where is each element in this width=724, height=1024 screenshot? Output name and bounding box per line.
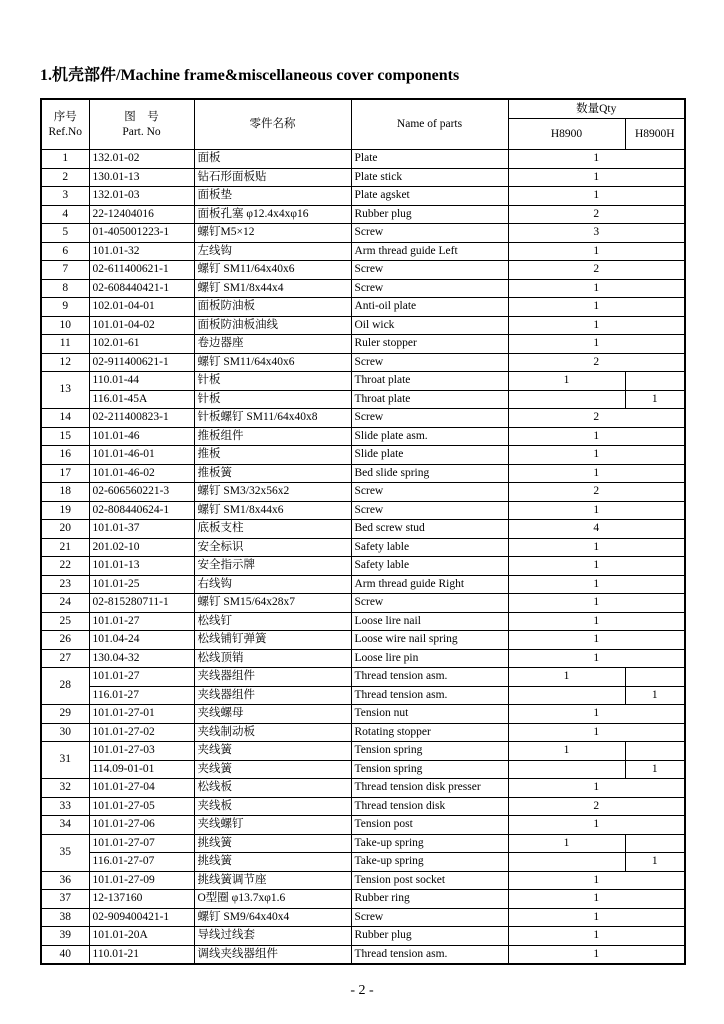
table-row — [41, 557, 685, 576]
qty-cell: 1 — [508, 612, 685, 631]
table-row — [41, 908, 685, 927]
ref-no-cell: 7 — [41, 261, 89, 280]
table-row — [41, 427, 685, 446]
part-name-en-cell: Loose lire nail — [351, 612, 508, 631]
part-name-en-cell: Screw — [351, 261, 508, 280]
ref-no-cell: 30 — [41, 723, 89, 742]
part-name-cn-cell: 挑线簧 — [194, 834, 351, 853]
table-row — [41, 316, 685, 335]
table-row — [41, 446, 685, 465]
part-name-en-cell: Bed screw stud — [351, 520, 508, 539]
qty-cell: 2 — [508, 205, 685, 224]
part-no-cell: 101.01-13 — [89, 557, 194, 576]
part-name-en-cell: Plate — [351, 150, 508, 169]
part-no-cell: 114.09-01-01 — [89, 760, 194, 779]
part-no-cell: 201.02-10 — [89, 538, 194, 557]
part-no-cell: 110.01-21 — [89, 945, 194, 964]
ref-no-cell: 15 — [41, 427, 89, 446]
qty-cell: 1 — [508, 501, 685, 520]
table-row — [41, 464, 685, 483]
part-name-cn-cell: 面板孔塞 φ12.4x4xφ16 — [194, 205, 351, 224]
part-no-cell: 101.01-27 — [89, 668, 194, 687]
header-ref-no — [41, 99, 89, 150]
part-name-en-cell: Rubber ring — [351, 890, 508, 909]
table-row — [41, 168, 685, 187]
table-row — [41, 927, 685, 946]
part-no-cell: 130.01-13 — [89, 168, 194, 187]
part-no-cell: 101.01-27-04 — [89, 779, 194, 798]
qty-cell: 1 — [508, 594, 685, 613]
part-name-en-cell: Safety lable — [351, 557, 508, 576]
part-name-cn-cell: 推板组件 — [194, 427, 351, 446]
part-name-en-cell: Rubber plug — [351, 205, 508, 224]
part-no-cell: 101.01-27-05 — [89, 797, 194, 816]
ref-no-cell: 9 — [41, 298, 89, 317]
part-name-en-cell: Thread tension asm. — [351, 668, 508, 687]
header-ref-cn: 序号 — [53, 110, 77, 123]
part-no-cell: 101.01-27-03 — [89, 742, 194, 761]
qty-h8900-cell: 1 — [508, 742, 625, 761]
qty-cell: 1 — [508, 649, 685, 668]
part-name-cn-cell: 夹线簧 — [194, 742, 351, 761]
ref-no-cell: 22 — [41, 557, 89, 576]
part-name-cn-cell: 挑线簧 — [194, 853, 351, 872]
part-name-cn-cell: 钻石形面板贴 — [194, 168, 351, 187]
part-name-cn-cell: 推板 — [194, 446, 351, 465]
part-name-en-cell: Anti-oil plate — [351, 298, 508, 317]
part-name-en-cell: Plate agsket — [351, 187, 508, 206]
part-name-en-cell: Ruler stopper — [351, 335, 508, 354]
part-name-cn-cell: 导线过线套 — [194, 927, 351, 946]
table-body — [41, 150, 685, 965]
ref-no-cell: 37 — [41, 890, 89, 909]
part-name-en-cell: Screw — [351, 353, 508, 372]
part-name-cn-cell: O型圈 φ13.7xφ1.6 — [194, 890, 351, 909]
ref-no-cell: 6 — [41, 242, 89, 261]
qty-h8900h-cell: 1 — [625, 390, 685, 409]
part-name-cn-cell: 螺钉 SM11/64x40x6 — [194, 261, 351, 280]
ref-no-cell: 39 — [41, 927, 89, 946]
part-name-cn-cell: 夹线制动板 — [194, 723, 351, 742]
part-no-cell: 101.04-24 — [89, 631, 194, 650]
part-no-cell: 02-611400621-1 — [89, 261, 194, 280]
part-name-cn-cell: 螺钉 SM1/8x44x6 — [194, 501, 351, 520]
part-no-cell: 101.01-27-01 — [89, 705, 194, 724]
ref-no-cell: 8 — [41, 279, 89, 298]
ref-no-cell: 1 — [41, 150, 89, 169]
part-no-cell: 101.01-37 — [89, 520, 194, 539]
part-name-cn-cell: 推板簧 — [194, 464, 351, 483]
part-no-cell: 101.01-46 — [89, 427, 194, 446]
part-name-en-cell: Rubber plug — [351, 927, 508, 946]
part-name-en-cell: Screw — [351, 908, 508, 927]
part-name-en-cell: Screw — [351, 224, 508, 243]
table-row — [41, 871, 685, 890]
ref-no-cell: 13 — [41, 372, 89, 409]
ref-no-cell: 38 — [41, 908, 89, 927]
part-name-en-cell: Screw — [351, 409, 508, 428]
table-row — [41, 242, 685, 261]
part-no-cell: 116.01-45A — [89, 390, 194, 409]
table-row — [41, 575, 685, 594]
part-no-cell: 101.01-46-02 — [89, 464, 194, 483]
qty-cell: 1 — [508, 316, 685, 335]
qty-cell: 1 — [508, 279, 685, 298]
qty-cell: 1 — [508, 168, 685, 187]
ref-no-cell: 27 — [41, 649, 89, 668]
table-row — [41, 668, 685, 687]
table-row — [41, 945, 685, 964]
part-no-cell: 101.01-32 — [89, 242, 194, 261]
table-row — [41, 779, 685, 798]
part-name-en-cell: Thread tension asm. — [351, 945, 508, 964]
qty-cell: 1 — [508, 945, 685, 964]
qty-cell: 1 — [508, 890, 685, 909]
page-number: - 2 - — [350, 983, 374, 998]
header-model-h8900h: H8900H — [625, 119, 685, 150]
part-name-en-cell: Rotating stopper — [351, 723, 508, 742]
ref-no-cell: 32 — [41, 779, 89, 798]
qty-h8900h-cell — [625, 372, 685, 391]
part-name-en-cell: Tension spring — [351, 742, 508, 761]
part-no-cell: 101.01-27-02 — [89, 723, 194, 742]
part-name-cn-cell: 安全指示牌 — [194, 557, 351, 576]
part-name-cn-cell: 右线钩 — [194, 575, 351, 594]
part-name-cn-cell: 松线顶销 — [194, 649, 351, 668]
parts-table — [40, 98, 686, 965]
part-name-cn-cell: 夹线螺钉 — [194, 816, 351, 835]
part-name-cn-cell: 松线板 — [194, 779, 351, 798]
table-row — [41, 742, 685, 761]
part-no-cell: 02-606560221-3 — [89, 483, 194, 502]
part-no-cell: 130.04-32 — [89, 649, 194, 668]
ref-no-cell: 40 — [41, 945, 89, 964]
ref-no-cell: 4 — [41, 205, 89, 224]
qty-cell: 1 — [508, 871, 685, 890]
qty-cell: 1 — [508, 187, 685, 206]
header-part-no — [89, 99, 194, 150]
part-no-cell: 02-808440624-1 — [89, 501, 194, 520]
part-name-cn-cell: 面板 — [194, 150, 351, 169]
part-name-cn-cell: 卷边器座 — [194, 335, 351, 354]
qty-cell: 1 — [508, 927, 685, 946]
part-name-cn-cell: 针板螺钉 SM11/64x40x8 — [194, 409, 351, 428]
part-name-en-cell: Safety lable — [351, 538, 508, 557]
part-name-cn-cell: 调线夹线器组件 — [194, 945, 351, 964]
table-row — [41, 520, 685, 539]
part-no-cell: 02-815280711-1 — [89, 594, 194, 613]
qty-cell: 3 — [508, 224, 685, 243]
part-name-en-cell: Screw — [351, 483, 508, 502]
qty-cell: 1 — [508, 631, 685, 650]
qty-h8900-cell — [508, 760, 625, 779]
header-part-cn: 图 号 — [124, 110, 159, 123]
part-name-cn-cell: 面板防油板 — [194, 298, 351, 317]
table-row — [41, 816, 685, 835]
ref-no-cell: 25 — [41, 612, 89, 631]
part-no-cell: 101.01-27-09 — [89, 871, 194, 890]
table-row — [41, 390, 685, 409]
header-ref-en: Ref.No — [48, 125, 83, 138]
qty-h8900h-cell: 1 — [625, 760, 685, 779]
part-no-cell: 132.01-03 — [89, 187, 194, 206]
part-name-en-cell: Throat plate — [351, 390, 508, 409]
part-name-en-cell: Screw — [351, 594, 508, 613]
qty-h8900-cell: 1 — [508, 668, 625, 687]
ref-no-cell: 33 — [41, 797, 89, 816]
qty-cell: 1 — [508, 779, 685, 798]
part-name-en-cell: Tension post socket — [351, 871, 508, 890]
table-row — [41, 279, 685, 298]
part-name-en-cell: Tension spring — [351, 760, 508, 779]
part-name-en-cell: Oil wick — [351, 316, 508, 335]
table-row — [41, 723, 685, 742]
ref-no-cell: 2 — [41, 168, 89, 187]
ref-no-cell: 21 — [41, 538, 89, 557]
table-row — [41, 298, 685, 317]
part-name-cn-cell: 螺钉 SM1/8x44x4 — [194, 279, 351, 298]
ref-no-cell: 5 — [41, 224, 89, 243]
part-name-en-cell: Arm thread guide Left — [351, 242, 508, 261]
ref-no-cell: 12 — [41, 353, 89, 372]
ref-no-cell: 31 — [41, 742, 89, 779]
qty-cell: 1 — [508, 242, 685, 261]
part-name-cn-cell: 面板防油板油线 — [194, 316, 351, 335]
qty-cell: 1 — [508, 446, 685, 465]
table-row — [41, 372, 685, 391]
part-name-cn-cell: 螺钉 SM9/64x40x4 — [194, 908, 351, 927]
part-name-cn-cell: 螺钉 SM3/32x56x2 — [194, 483, 351, 502]
part-name-en-cell: Screw — [351, 279, 508, 298]
part-name-cn-cell: 挑线簧调节座 — [194, 871, 351, 890]
part-name-cn-cell: 螺钉M5×12 — [194, 224, 351, 243]
qty-cell: 1 — [508, 150, 685, 169]
table-row — [41, 612, 685, 631]
qty-h8900-cell: 1 — [508, 834, 625, 853]
part-no-cell: 101.01-25 — [89, 575, 194, 594]
ref-no-cell: 23 — [41, 575, 89, 594]
table-row — [41, 594, 685, 613]
qty-h8900h-cell — [625, 668, 685, 687]
part-no-cell: 02-211400823-1 — [89, 409, 194, 428]
part-name-cn-cell: 安全标识 — [194, 538, 351, 557]
table-header — [41, 99, 685, 150]
qty-h8900-cell — [508, 390, 625, 409]
part-name-cn-cell: 夹线簧 — [194, 760, 351, 779]
table-row — [41, 261, 685, 280]
qty-cell: 1 — [508, 723, 685, 742]
qty-h8900h-cell — [625, 742, 685, 761]
table-row — [41, 501, 685, 520]
part-name-cn-cell: 针板 — [194, 390, 351, 409]
qty-h8900-cell — [508, 853, 625, 872]
part-no-cell: 116.01-27 — [89, 686, 194, 705]
qty-cell: 1 — [508, 557, 685, 576]
ref-no-cell: 36 — [41, 871, 89, 890]
qty-cell: 2 — [508, 261, 685, 280]
ref-no-cell: 14 — [41, 409, 89, 428]
part-name-cn-cell: 螺钉 SM11/64x40x6 — [194, 353, 351, 372]
part-name-en-cell: Slide plate — [351, 446, 508, 465]
ref-no-cell: 26 — [41, 631, 89, 650]
part-name-en-cell: Loose lire pin — [351, 649, 508, 668]
part-no-cell: 101.01-27-07 — [89, 834, 194, 853]
part-name-en-cell: Thread tension disk presser — [351, 779, 508, 798]
qty-cell: 2 — [508, 409, 685, 428]
part-name-cn-cell: 松线钉 — [194, 612, 351, 631]
table-row — [41, 705, 685, 724]
part-no-cell: 101.01-20A — [89, 927, 194, 946]
qty-h8900h-cell — [625, 834, 685, 853]
ref-no-cell: 19 — [41, 501, 89, 520]
part-name-cn-cell: 左线钩 — [194, 242, 351, 261]
table-row — [41, 335, 685, 354]
header-name-cn: 零件名称 — [194, 99, 351, 150]
table-row — [41, 409, 685, 428]
parts-table-container — [40, 98, 684, 965]
part-name-cn-cell: 夹线螺母 — [194, 705, 351, 724]
part-name-cn-cell: 夹线器组件 — [194, 686, 351, 705]
part-no-cell: 101.01-46-01 — [89, 446, 194, 465]
part-name-en-cell: Arm thread guide Right — [351, 575, 508, 594]
qty-cell: 2 — [508, 353, 685, 372]
table-row — [41, 224, 685, 243]
part-name-en-cell: Tension nut — [351, 705, 508, 724]
part-no-cell: 102.01-61 — [89, 335, 194, 354]
part-no-cell: 101.01-04-02 — [89, 316, 194, 335]
table-row — [41, 538, 685, 557]
table-row — [41, 631, 685, 650]
part-no-cell: 116.01-27-07 — [89, 853, 194, 872]
qty-cell: 1 — [508, 427, 685, 446]
qty-cell: 2 — [508, 797, 685, 816]
qty-cell: 1 — [508, 298, 685, 317]
qty-cell: 4 — [508, 520, 685, 539]
header-qty: 数量Qty — [508, 99, 685, 119]
qty-cell: 1 — [508, 816, 685, 835]
part-no-cell: 02-911400621-1 — [89, 353, 194, 372]
table-row — [41, 890, 685, 909]
table-row — [41, 353, 685, 372]
qty-h8900-cell: 1 — [508, 372, 625, 391]
header-part-en: Part. No — [122, 125, 161, 138]
page-title: 1.机壳部件/Machine frame&miscellaneous cover components — [40, 67, 460, 84]
qty-h8900-cell — [508, 686, 625, 705]
part-no-cell: 132.01-02 — [89, 150, 194, 169]
part-name-cn-cell: 松线铺钉弹簧 — [194, 631, 351, 650]
qty-cell: 1 — [508, 908, 685, 927]
part-name-en-cell: Thread tension asm. — [351, 686, 508, 705]
ref-no-cell: 17 — [41, 464, 89, 483]
ref-no-cell: 28 — [41, 668, 89, 705]
qty-cell: 1 — [508, 705, 685, 724]
ref-no-cell: 18 — [41, 483, 89, 502]
part-name-en-cell: Take-up spring — [351, 834, 508, 853]
part-no-cell: 12-137160 — [89, 890, 194, 909]
table-row — [41, 205, 685, 224]
ref-no-cell: 16 — [41, 446, 89, 465]
table-row — [41, 649, 685, 668]
part-no-cell: 101.01-27-06 — [89, 816, 194, 835]
part-name-cn-cell: 夹线板 — [194, 797, 351, 816]
ref-no-cell: 29 — [41, 705, 89, 724]
header-name-en: Name of parts — [351, 99, 508, 150]
qty-h8900h-cell: 1 — [625, 853, 685, 872]
table-row — [41, 150, 685, 169]
table-row — [41, 760, 685, 779]
part-name-en-cell: Tension post — [351, 816, 508, 835]
part-name-cn-cell: 螺钉 SM15/64x28x7 — [194, 594, 351, 613]
part-no-cell: 02-909400421-1 — [89, 908, 194, 927]
ref-no-cell: 34 — [41, 816, 89, 835]
part-no-cell: 02-608440421-1 — [89, 279, 194, 298]
part-no-cell: 01-405001223-1 — [89, 224, 194, 243]
part-no-cell: 102.01-04-01 — [89, 298, 194, 317]
table-row — [41, 853, 685, 872]
table-row — [41, 187, 685, 206]
ref-no-cell: 20 — [41, 520, 89, 539]
qty-cell: 2 — [508, 483, 685, 502]
part-name-cn-cell: 底板支柱 — [194, 520, 351, 539]
table-row — [41, 483, 685, 502]
part-no-cell: 101.01-27 — [89, 612, 194, 631]
part-name-en-cell: Throat plate — [351, 372, 508, 391]
part-name-en-cell: Take-up spring — [351, 853, 508, 872]
part-name-en-cell: Screw — [351, 501, 508, 520]
ref-no-cell: 10 — [41, 316, 89, 335]
part-name-en-cell: Bed slide spring — [351, 464, 508, 483]
part-no-cell: 110.01-44 — [89, 372, 194, 391]
qty-cell: 1 — [508, 538, 685, 557]
qty-cell: 1 — [508, 464, 685, 483]
part-no-cell: 22-12404016 — [89, 205, 194, 224]
part-name-cn-cell: 针板 — [194, 372, 351, 391]
qty-cell: 1 — [508, 335, 685, 354]
header-model-h8900: H8900 — [508, 119, 625, 150]
ref-no-cell: 24 — [41, 594, 89, 613]
ref-no-cell: 3 — [41, 187, 89, 206]
table-row — [41, 834, 685, 853]
part-name-en-cell: Plate stick — [351, 168, 508, 187]
qty-cell: 1 — [508, 575, 685, 594]
part-name-en-cell: Slide plate asm. — [351, 427, 508, 446]
table-row — [41, 797, 685, 816]
part-name-en-cell: Thread tension disk — [351, 797, 508, 816]
qty-h8900h-cell: 1 — [625, 686, 685, 705]
part-name-cn-cell: 夹线器组件 — [194, 668, 351, 687]
part-name-cn-cell: 面板垫 — [194, 187, 351, 206]
part-name-en-cell: Loose wire nail spring — [351, 631, 508, 650]
ref-no-cell: 35 — [41, 834, 89, 871]
ref-no-cell: 11 — [41, 335, 89, 354]
table-row — [41, 686, 685, 705]
